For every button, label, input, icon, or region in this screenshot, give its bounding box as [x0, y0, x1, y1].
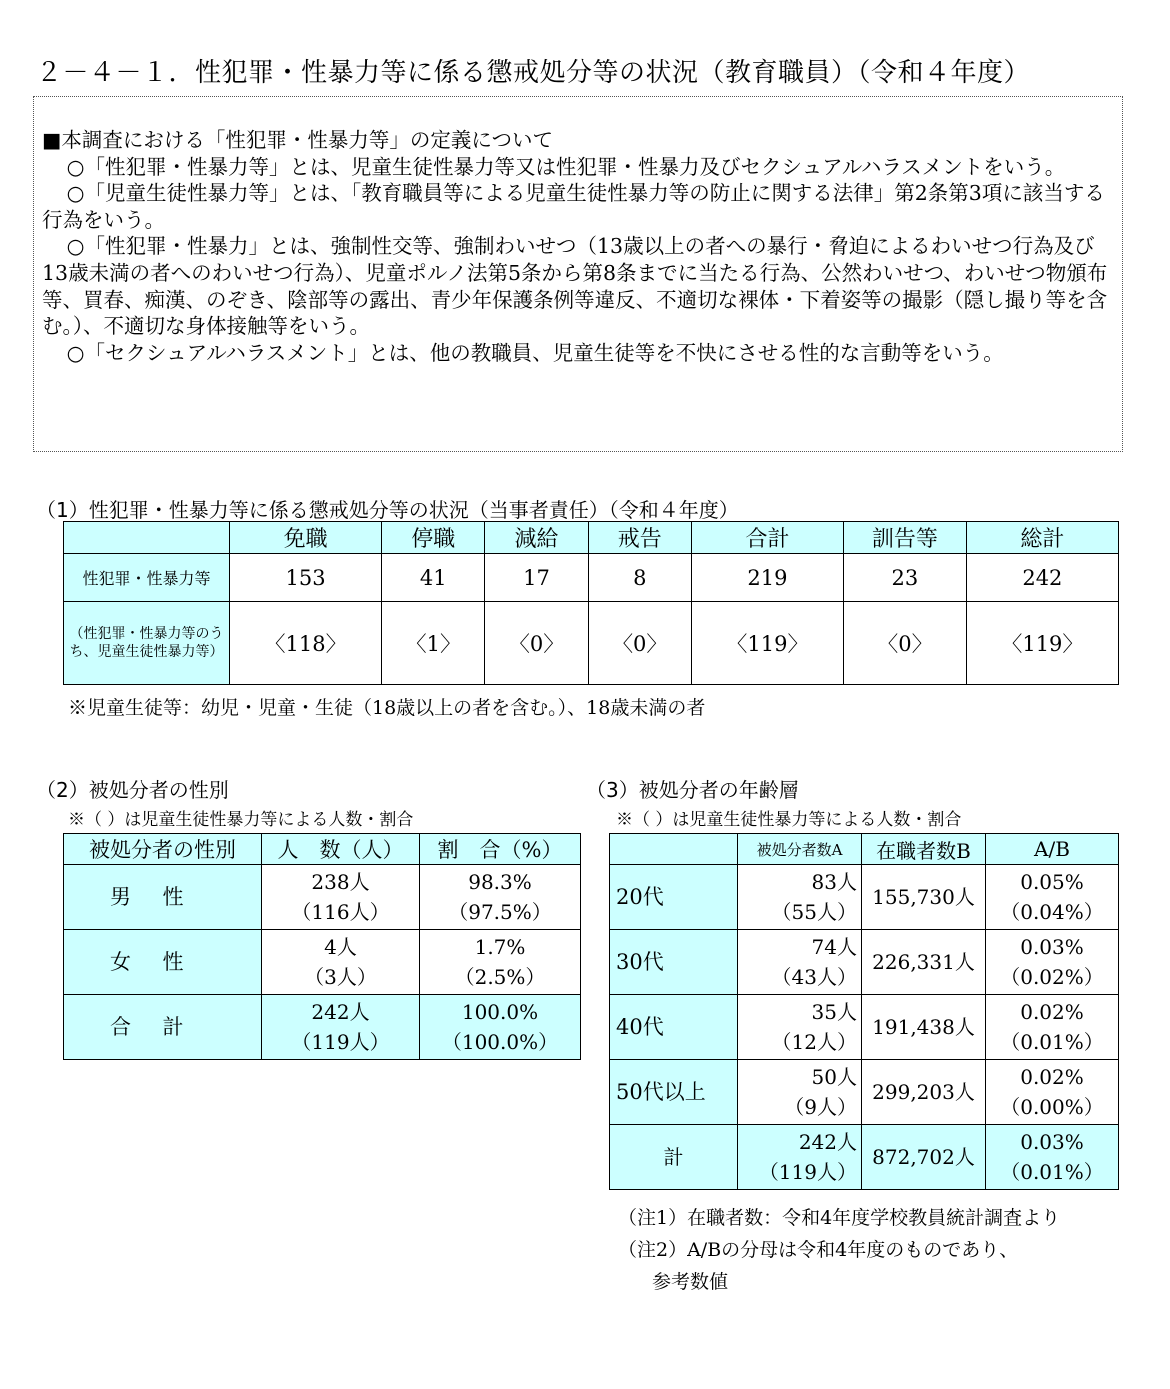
table-cell: 0.03% （0.02%）: [986, 930, 1119, 995]
table-row: [610, 995, 1119, 1060]
row-label: 20代: [610, 865, 738, 930]
table-header-row: [610, 834, 1119, 865]
footnote: 参考数値: [652, 1271, 729, 1293]
table-cell: 0.02% （0.01%）: [986, 995, 1119, 1060]
row-label: 計: [610, 1125, 738, 1190]
table-cell: 153: [230, 554, 382, 602]
table-cell: 〈119〉: [966, 602, 1118, 685]
gender-table: [63, 833, 581, 1060]
column-header: 合計: [691, 522, 843, 554]
column-header: 在職者数B: [862, 834, 986, 865]
table-cell: 155,730人: [862, 865, 986, 930]
table-row: [64, 865, 581, 930]
column-header: 被処分者数A: [738, 834, 862, 865]
definition-box: [33, 96, 1123, 452]
disciplinary-status-table: [63, 521, 1119, 685]
table-cell: 41: [382, 554, 485, 602]
definition-heading: ■本調査における「性犯罪・性暴力等」の定義について: [42, 128, 553, 152]
table-cell: 98.3% （97.5%）: [420, 865, 581, 930]
table-cell: 238人 （116人）: [262, 865, 420, 930]
table-cell: 8: [588, 554, 691, 602]
table-cell: 74人 （43人）: [738, 930, 862, 995]
section2-title: （2）被処分者の性別: [36, 778, 229, 802]
table-cell: 226,331人: [862, 930, 986, 995]
table-cell: 〈0〉: [588, 602, 691, 685]
table-header-row: [64, 834, 581, 865]
table-cell: 〈0〉: [844, 602, 967, 685]
table-cell: 17: [485, 554, 588, 602]
section1-note: ※児童生徒等：幼児・児童・生徒（18歳以上の者を含む。）、18歳未満の者: [68, 697, 706, 719]
column-header: 停職: [382, 522, 485, 554]
table-corner-cell: [610, 834, 738, 865]
definition-paragraph: ○「セクシュアルハラスメント」とは、他の教職員、児童生徒等を不快にさせる性的な言動等をいう。: [66, 340, 1004, 365]
column-header: 戒告: [588, 522, 691, 554]
table-cell: 〈118〉: [230, 602, 382, 685]
definition-paragraph: ○「性犯罪・性暴力」とは、強制性交等、強制わいせつ（13歳以上の者への暴行・脅迫によるわいせつ行為及び13歳未満の者へのわいせつ行為）、児童ポルノ法第5条から第8条までに当たる行為、公然わいせつ、わいせつ物頒布等、買春、痴漢、のぞき、陰部等の露出、青少年保護条例等違反、不適切な裸体・下着姿等の撮影（隠し撮り等を含む。）、不適切な身体接触等をいう。: [42, 234, 1108, 339]
table-row: [610, 930, 1119, 995]
section1-title: （1）性犯罪・性暴力等に係る懲戒処分等の状況（当事者責任）（令和４年度）: [36, 498, 739, 522]
table-cell: 1.7% （2.5%）: [420, 930, 581, 995]
table-row: [610, 865, 1119, 930]
table-row: [64, 930, 581, 995]
row-label: 性犯罪・性暴力等: [64, 554, 230, 602]
column-header: 人 数（人）: [262, 834, 420, 865]
table-cell: 50人 （9人）: [738, 1060, 862, 1125]
column-header: 訓告等: [844, 522, 967, 554]
table-cell: 191,438人: [862, 995, 986, 1060]
section2-note: ※（ ）は児童生徒性暴力等による人数・割合: [68, 810, 414, 830]
row-label: 30代: [610, 930, 738, 995]
column-header: A/B: [986, 834, 1119, 865]
table-cell: 23: [844, 554, 967, 602]
row-label: 女性: [64, 930, 262, 995]
footnote: （注1）在職者数：令和4年度学校教員統計調査より: [618, 1207, 1061, 1229]
column-header: 減給: [485, 522, 588, 554]
table-row: [64, 602, 1119, 685]
table-row: [64, 995, 581, 1060]
table-cell: 83人 （55人）: [738, 865, 862, 930]
table-row: [610, 1125, 1119, 1190]
row-label: 40代: [610, 995, 738, 1060]
column-header: 免職: [230, 522, 382, 554]
table-cell: 0.03% （0.01%）: [986, 1125, 1119, 1190]
column-header: 割 合（%）: [420, 834, 581, 865]
table-cell: 4人 （3人）: [262, 930, 420, 995]
table-cell: 242人 （119人）: [262, 995, 420, 1060]
column-header: 被処分者の性別: [64, 834, 262, 865]
table-cell: 〈0〉: [485, 602, 588, 685]
table-row: [610, 1060, 1119, 1125]
table-cell: 100.0% （100.0%）: [420, 995, 581, 1060]
table-row: [64, 554, 1119, 602]
table-cell: 〈119〉: [691, 602, 843, 685]
row-label: 男性: [64, 865, 262, 930]
row-label: 合計: [64, 995, 262, 1060]
table-cell: 35人 （12人）: [738, 995, 862, 1060]
footnote: （注2）A/Bの分母は令和4年度のものであり、: [618, 1239, 1019, 1261]
table-cell: 242: [966, 554, 1118, 602]
table-cell: 0.02% （0.00%）: [986, 1060, 1119, 1125]
table-cell: 219: [691, 554, 843, 602]
table-header-row: [64, 522, 1119, 554]
definition-paragraph: ○「児童生徒性暴力等」とは、「教育職員等による児童生徒性暴力等の防止に関する法律」第2条第3項に該当する行為をいう。: [42, 181, 1105, 232]
definition-paragraph: ○「性犯罪・性暴力等」とは、児童生徒性暴力等又は性犯罪・性暴力及びセクシュアルハラスメントをいう。: [66, 154, 1066, 179]
section3-title: （3）被処分者の年齢層: [586, 778, 799, 802]
table-cell: 0.05% （0.04%）: [986, 865, 1119, 930]
table-cell: 299,203人: [862, 1060, 986, 1125]
row-label: 50代以上: [610, 1060, 738, 1125]
section3-note: ※（ ）は児童生徒性暴力等による人数・割合: [616, 810, 962, 830]
page-title: ２－４－１．性犯罪・性暴力等に係る懲戒処分等の状況（教育職員）（令和４年度）: [36, 58, 1031, 88]
column-header: 総計: [966, 522, 1118, 554]
table-cell: 〈1〉: [382, 602, 485, 685]
table-cell: 872,702人: [862, 1125, 986, 1190]
row-label: （性犯罪・性暴力等のうち、児童生徒性暴力等）: [64, 602, 230, 685]
age-table: [609, 833, 1119, 1190]
table-cell: 242人 （119人）: [738, 1125, 862, 1190]
table-corner-cell: [64, 522, 230, 554]
